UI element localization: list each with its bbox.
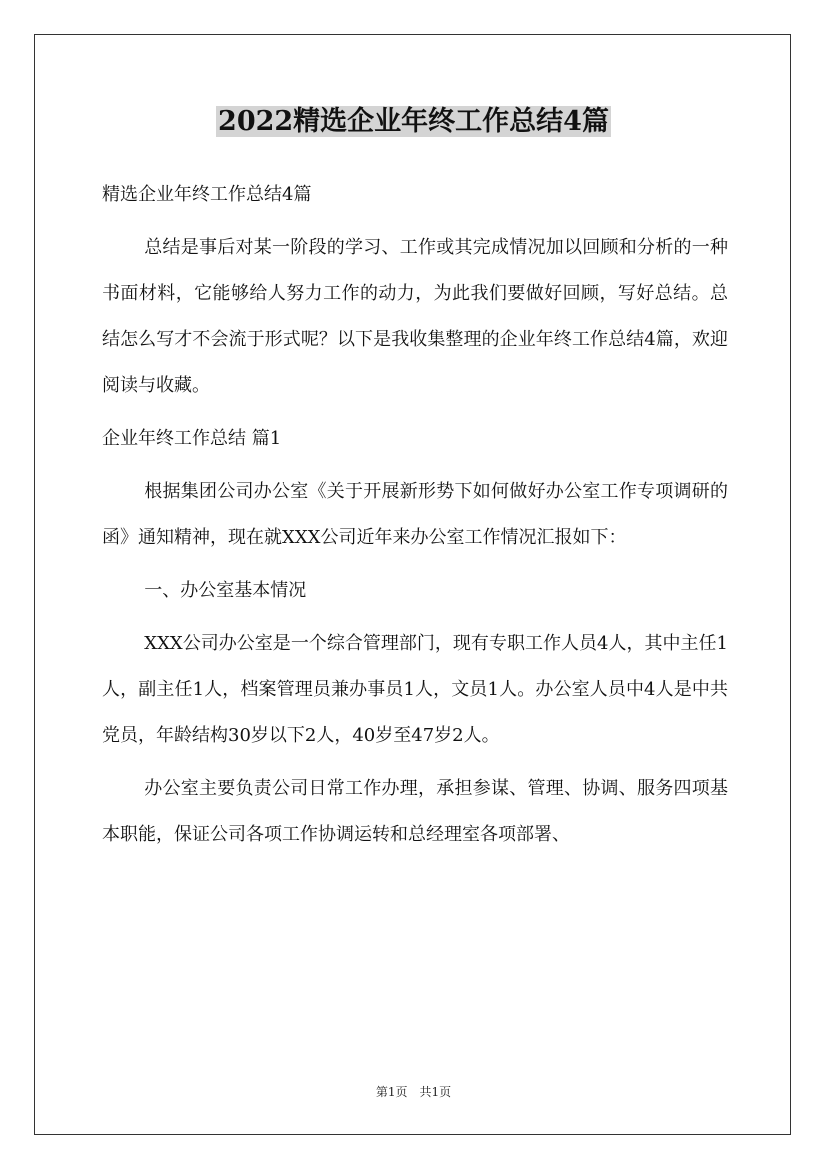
paragraph-3: 办公室主要负责公司日常工作办理，承担参谋、管理、协调、服务四项基本职能，保证公司各项工作协调运转和总经理室各项部署、 xyxy=(102,778,728,845)
document-subtitle: 精选企业年终工作总结4篇 xyxy=(102,184,312,205)
document-title xyxy=(0,100,827,144)
intro-paragraph: 总结是事后对某一阶段的学习、工作或其完成情况加以回顾和分析的一种书面材料，它能够给人努力工作的动力，为此我们要做好回顾，写好总结。总结怎么写才不会流于形式呢？以下是我收集整理的企业年终工作总结4篇，欢迎阅读与收藏。 xyxy=(102,237,728,396)
paragraph-1: 根据集团公司办公室《关于开展新形势下如何做好办公室工作专项调研的函》通知精神，现在就XXX公司近年来办公室工作情况汇报如下： xyxy=(102,481,728,548)
document-body xyxy=(102,172,728,858)
section-heading: 企业年终工作总结 篇1 xyxy=(102,428,282,449)
paragraph-2: XXX公司办公室是一个综合管理部门，现有专职工作人员4人，其中主任1人，副主任1人，档案管理员兼办事员1人，文员1人。办公室人员中4人是中共党员，年龄结构30岁以下2人，40岁至47岁2人。 xyxy=(102,633,728,746)
sub-heading: 一、办公室基本情况 xyxy=(144,580,307,601)
document-title-text: 2022精选企业年终工作总结4篇 xyxy=(218,106,609,137)
page-footer: 第1页 共1页 xyxy=(375,1085,452,1099)
